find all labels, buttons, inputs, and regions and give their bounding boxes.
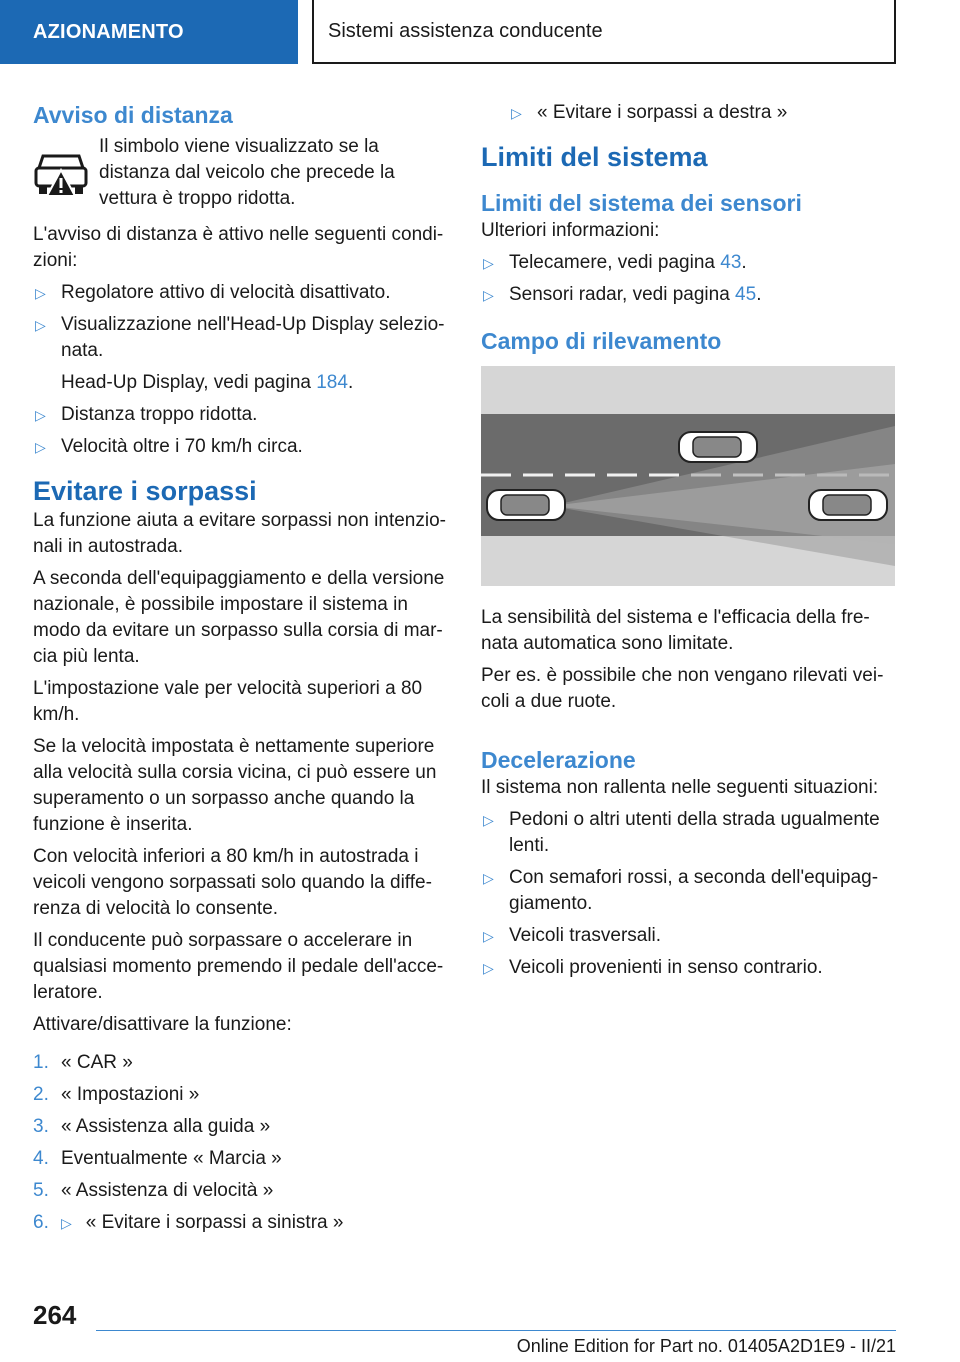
list-item: ▷ Con semafori rossi, a seconda dell'equipag-giamento. xyxy=(483,867,879,914)
list-item: ▷ Pedoni o altri utenti della strada ugualmente lenti. xyxy=(483,809,880,856)
page-link-184[interactable]: 184 xyxy=(316,372,348,393)
list-item: ▷ Telecamere, vedi pagina 43. xyxy=(481,250,897,276)
warning-symbol-row xyxy=(33,134,449,218)
step-item: 2. « Impostazioni » xyxy=(33,1084,200,1105)
hud-reference: Head-Up Display, vedi pagina 184. xyxy=(61,372,354,393)
list-item: ▷ Visualizzazione nell'Head-Up Display selezio-nata. Head-Up Display, vedi pagina 184. xyxy=(33,312,449,396)
paragraph: La sensibilità del sistema e l'efficacia della fre-nata automatica sono limitate. xyxy=(481,607,870,654)
warning-symbol-text: Il simbolo viene visualizzato se la distanza dal veicolo che precede la vettura è troppo ridotta. xyxy=(99,136,395,209)
paragraph: Con velocità inferiori a 80 km/h in autostrada i veicoli vengono sorpassati solo quando la diffe-renza di velocità lo consente. xyxy=(33,846,432,919)
sensor-limits-intro: Ulteriori informazioni: xyxy=(481,220,660,241)
triangle-bullet-icon: ▷ xyxy=(35,407,46,423)
list-item: ▷ Regolatore attivo di velocità disattivato. xyxy=(33,280,449,306)
deceleration-heading: Decelerazione xyxy=(481,747,636,773)
sensor-references-list xyxy=(481,250,897,308)
triangle-bullet-icon: ▷ xyxy=(483,960,494,976)
triangle-bullet-icon: ▷ xyxy=(511,105,522,121)
distance-warning-heading: Avviso di distanza xyxy=(33,102,233,128)
detection-range-heading: Campo di rilevamento xyxy=(481,328,722,354)
triangle-bullet-icon: ▷ xyxy=(483,287,494,303)
triangle-bullet-icon: ▷ xyxy=(483,255,494,271)
step-item: 3. « Assistenza alla guida » xyxy=(33,1116,271,1137)
chapter-title: Sistemi assistenza conducente xyxy=(312,0,896,64)
paragraph: La funzione aiuta a evitare sorpassi non intenzio-nali in autostrada. xyxy=(33,510,446,557)
edition-note: Online Edition for Part no. 01405A2D1E9 - II/21 xyxy=(516,1336,896,1356)
page-link-43[interactable]: 43 xyxy=(720,252,742,273)
detection-range-illustration xyxy=(481,366,895,586)
triangle-bullet-icon: ▷ xyxy=(35,439,46,455)
distance-conditions-list xyxy=(33,280,449,460)
triangle-bullet-icon: ▷ xyxy=(61,1215,72,1231)
triangle-bullet-icon: ▷ xyxy=(483,812,494,828)
list-item: ▷ Distanza troppo ridotta. xyxy=(33,402,449,428)
system-limits-heading: Limiti del sistema xyxy=(481,142,708,172)
paragraph: Se la velocità impostata è nettamente superiore alla velocità sulla corsia vicina, ci può essere un superamento o un sorpasso anche quando la funzione è inserita. xyxy=(33,736,437,835)
paragraph: L'impostazione vale per velocità superiori a 80 km/h. xyxy=(33,678,423,725)
right-column xyxy=(481,100,897,987)
triangle-bullet-icon: ▷ xyxy=(35,285,46,301)
paragraph: Il conducente può sorpassare o accelerare in qualsiasi momento premendo il pedale dell'acce-leratore. xyxy=(33,930,444,1003)
distance-warning-intro: L'avviso di distanza è attivo nelle seguenti condi-zioni: xyxy=(33,224,444,271)
paragraph: A seconda dell'equipaggiamento e della versione nazionale, è possibile impostare il sistema in modo da evitare un sorpasso sulla corsia di mar-cia più lenta. xyxy=(33,568,445,667)
footer-divider xyxy=(96,1330,896,1331)
left-column xyxy=(33,100,449,1242)
sensor-limits-heading: Limiti del sistema dei sensori xyxy=(481,190,802,216)
triangle-bullet-icon: ▷ xyxy=(483,870,494,886)
section-tab: AZIONAMENTO xyxy=(0,0,298,64)
continued-list xyxy=(481,100,897,126)
step-item: 4. Eventualmente « Marcia » xyxy=(33,1148,282,1169)
step-item: 5. « Assistenza di velocità » xyxy=(33,1180,274,1201)
deceleration-list xyxy=(481,807,897,981)
car-warning-icon xyxy=(33,148,89,204)
list-item: ▷ Veicoli provenienti in senso contrario. xyxy=(481,955,897,981)
deceleration-intro: Il sistema non rallenta nelle seguenti situazioni: xyxy=(481,777,879,798)
page-link-45[interactable]: 45 xyxy=(735,284,757,305)
avoid-overtaking-heading: Evitare i sorpassi xyxy=(33,476,257,506)
paragraph: Per es. è possibile che non vengano rilevati vei-coli a due ruote. xyxy=(481,665,884,712)
paragraph: Attivare/disattivare la funzione: xyxy=(33,1014,292,1035)
list-item: ▷ « Evitare i sorpassi a destra » xyxy=(481,100,897,126)
car-front-icon xyxy=(679,432,757,462)
step-item: 1. « CAR » xyxy=(33,1052,133,1073)
car-ahead-icon xyxy=(809,490,887,520)
car-ego-icon xyxy=(487,490,565,520)
step-item: 6. ▷ « Evitare i sorpassi a sinistra » xyxy=(33,1212,344,1233)
steps-list xyxy=(33,1050,449,1236)
list-item: ▷ Veicoli trasversali. xyxy=(481,923,897,949)
list-item: ▷ Velocità oltre i 70 km/h circa. xyxy=(33,434,449,460)
list-item: ▷ Sensori radar, vedi pagina 45. xyxy=(481,282,897,308)
triangle-bullet-icon: ▷ xyxy=(483,928,494,944)
triangle-bullet-icon: ▷ xyxy=(35,317,46,333)
page-number: 264 xyxy=(33,1300,77,1330)
